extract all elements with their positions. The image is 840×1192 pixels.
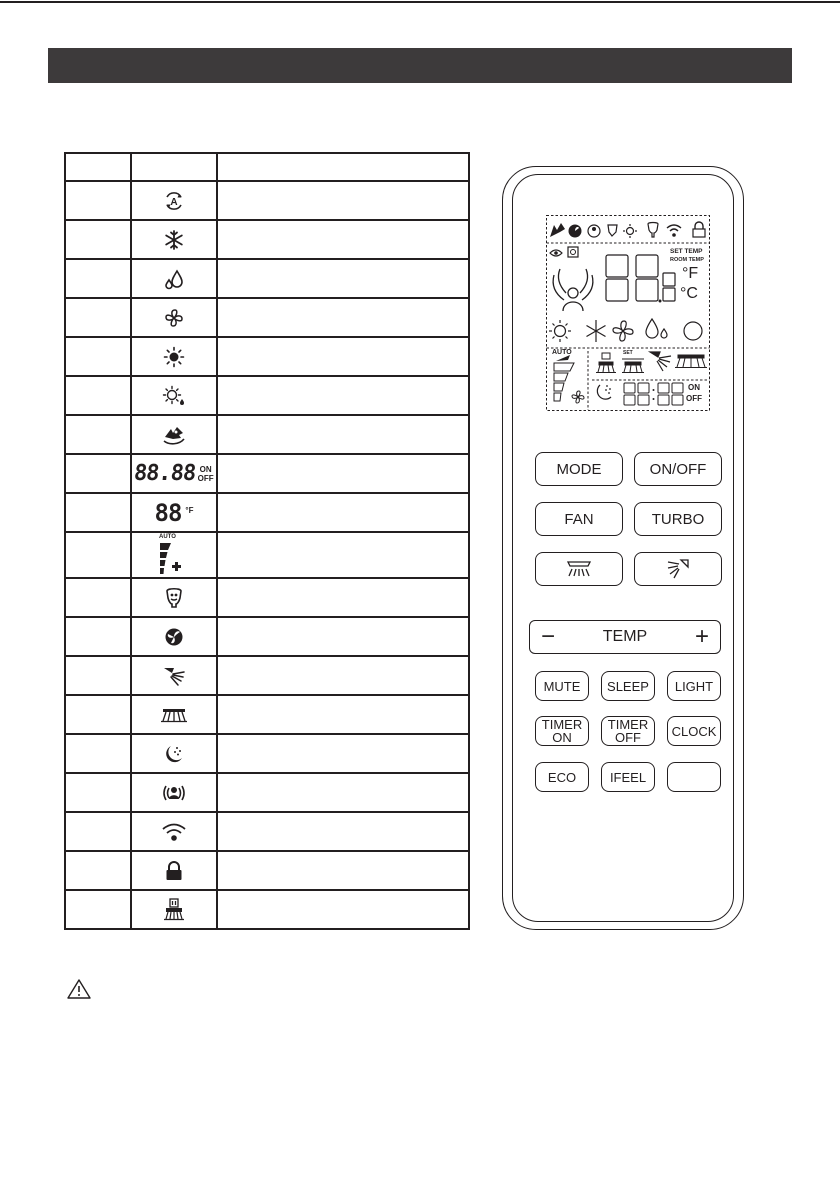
timer-display-icon	[132, 461, 216, 486]
lcd-unit-f: °F	[682, 265, 699, 282]
temp-label: TEMP	[602, 628, 648, 645]
lcd-top-icons	[550, 222, 705, 238]
temp-unit-label: °F	[185, 505, 194, 515]
lcd-on-label: ON	[688, 383, 700, 392]
timer-on-button[interactable]	[535, 716, 589, 746]
table-row	[65, 220, 469, 259]
column-header-symbol	[131, 153, 217, 181]
clock-button[interactable]: CLOCK	[667, 716, 721, 746]
table-row	[65, 298, 469, 337]
sleep-button[interactable]: SLEEP	[601, 671, 655, 701]
lcd-temp-digits	[606, 325, 608, 326]
table-row	[65, 578, 469, 617]
row-label	[217, 695, 469, 734]
row-label	[217, 812, 469, 851]
sleep-icon	[163, 743, 185, 765]
table-row	[65, 337, 469, 376]
temp-digits: 88	[154, 498, 182, 527]
timer-on-label-1: TIMER	[541, 717, 583, 732]
lcd-set-temp-label: SET TEMP	[670, 248, 703, 255]
health-icon	[164, 587, 184, 609]
lcd-mode-icons	[549, 319, 702, 342]
lcd-unit-c: °C	[680, 285, 698, 302]
warning-triangle-icon	[66, 978, 92, 1000]
warning-note	[66, 978, 100, 1000]
vertical-swing-button[interactable]	[634, 552, 722, 586]
symbol-table	[64, 152, 470, 930]
row-label	[217, 851, 469, 890]
row-label	[217, 578, 469, 617]
light-button[interactable]: LIGHT	[667, 671, 721, 701]
eco-mode-icon	[162, 385, 186, 407]
table-row	[65, 851, 469, 890]
self-clean-icon	[163, 898, 185, 922]
table-header-row	[65, 153, 469, 181]
table-row	[65, 376, 469, 415]
table-row	[65, 812, 469, 851]
mode-button[interactable]: MODE	[535, 452, 623, 486]
row-label	[217, 259, 469, 298]
fan-speed-auto-label: AUTO	[159, 534, 176, 540]
table-row	[65, 415, 469, 454]
timer-on-label-2: ON	[552, 730, 572, 745]
turbo-icon	[161, 423, 187, 447]
lock-icon	[164, 860, 184, 882]
lcd-set-label: SET	[623, 350, 633, 356]
section-header-bar	[48, 48, 792, 83]
row-label	[217, 890, 469, 929]
lcd-timer-digits	[626, 401, 629, 402]
temp-down-button[interactable]: −	[530, 622, 566, 652]
svg-text:A: A	[170, 196, 178, 208]
table-row	[65, 259, 469, 298]
fan-mode-icon	[163, 307, 185, 329]
timer-off-button[interactable]	[601, 716, 655, 746]
heat-mode-sun-icon	[163, 346, 185, 368]
eco-button[interactable]: ECO	[535, 762, 589, 792]
row-label	[217, 220, 469, 259]
row-label	[217, 376, 469, 415]
timer-off-label: OFF	[197, 473, 214, 483]
row-label	[217, 454, 469, 493]
wifi-icon	[161, 821, 187, 843]
row-label	[217, 656, 469, 695]
timer-off-label-1: TIMER	[607, 717, 649, 732]
row-label	[217, 493, 469, 532]
table-row	[65, 532, 469, 578]
dry-mode-drops-icon	[163, 268, 185, 290]
top-rule	[0, 1, 840, 3]
temperature-display-icon	[132, 500, 216, 526]
mute-button[interactable]: MUTE	[535, 671, 589, 701]
turbo-button[interactable]: TURBO	[634, 502, 722, 536]
cool-mode-snowflake-icon	[163, 229, 185, 251]
temp-rocker	[529, 620, 721, 654]
lcd-off-label: OFF	[686, 394, 702, 403]
temp-up-button[interactable]: +	[684, 622, 720, 652]
timer-off-label-2: OFF	[615, 730, 641, 745]
table-row	[65, 617, 469, 656]
timer-on-label: ON	[199, 464, 212, 474]
blank-button[interactable]	[667, 762, 721, 792]
row-label	[217, 734, 469, 773]
ifeel-button[interactable]: IFEEL	[601, 762, 655, 792]
table-row	[65, 890, 469, 929]
fan-button[interactable]: FAN	[535, 502, 623, 536]
column-header-meaning	[217, 153, 469, 181]
table-row	[65, 454, 469, 493]
ifeel-icon	[160, 782, 188, 804]
auto-mode-icon	[163, 190, 185, 212]
row-label	[217, 773, 469, 812]
table-row	[65, 773, 469, 812]
horizontal-swing-button[interactable]	[535, 552, 623, 586]
row-label	[217, 337, 469, 376]
lcd-fan-auto-label: AUTO	[552, 349, 572, 356]
table-row	[65, 695, 469, 734]
lcd-room-temp-label: ROOM TEMP	[670, 257, 704, 263]
ionizer-icon	[164, 627, 184, 647]
vertical-swing-icon	[162, 665, 186, 687]
vertical-swing-icon	[663, 557, 693, 581]
row-label	[217, 532, 469, 578]
table-row	[65, 493, 469, 532]
on-off-button[interactable]: ON/OFF	[634, 452, 722, 486]
table-row	[65, 656, 469, 695]
horizontal-swing-icon	[564, 558, 594, 580]
column-header-no	[65, 153, 131, 181]
horizontal-swing-icon	[160, 705, 188, 725]
table-row	[65, 734, 469, 773]
remote-lcd-display	[546, 215, 710, 411]
row-label	[217, 181, 469, 220]
row-label	[217, 617, 469, 656]
row-label	[217, 298, 469, 337]
timer-digits: 88.88	[133, 461, 197, 486]
row-label	[217, 415, 469, 454]
lcd-frame	[546, 215, 710, 411]
fan-speed-icon	[159, 534, 189, 576]
table-row	[65, 181, 469, 220]
